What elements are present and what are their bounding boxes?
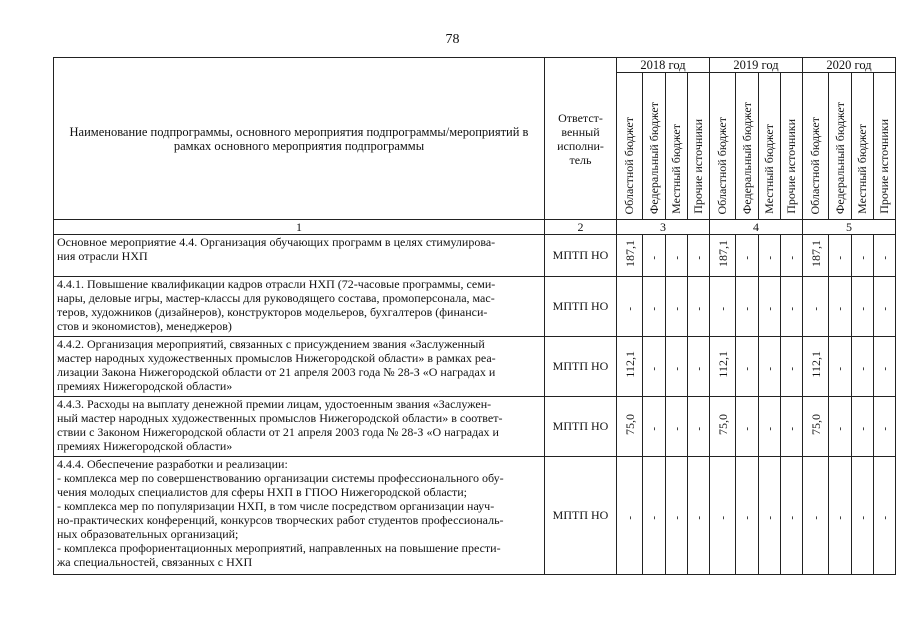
funding-value: -	[834, 255, 846, 260]
header-year-2020: 2020 год	[803, 58, 896, 73]
funding-cell	[710, 235, 736, 277]
funding-value: -	[692, 366, 705, 371]
funding-cell	[643, 397, 666, 457]
funding-cell	[803, 457, 829, 575]
page-number: 78	[445, 32, 460, 47]
col-number: 2	[545, 220, 617, 235]
funding-value: 187,1	[808, 239, 823, 267]
funding-value: -	[623, 306, 636, 311]
funding-cell	[617, 457, 643, 575]
funding-cell	[829, 397, 852, 457]
funding-value: -	[809, 306, 822, 311]
funding-cell	[617, 397, 643, 457]
funding-cell	[874, 397, 896, 457]
funding-value: -	[716, 306, 729, 311]
header-year-2018: 2018 год	[617, 58, 710, 73]
header-source-column	[759, 73, 781, 220]
funding-value: -	[648, 426, 660, 431]
funding-value: -	[856, 366, 869, 371]
table-row	[54, 457, 896, 575]
header-source-label: Прочие источники	[691, 119, 705, 214]
funding-cell	[874, 277, 896, 337]
funding-cell	[829, 337, 852, 397]
funding-value: -	[834, 426, 846, 431]
row-description-line: чения молодых специалистов для сферы НХП в ГПОО Нижегородской области;	[57, 485, 468, 499]
funding-cell	[666, 337, 688, 397]
header-source-column	[874, 73, 896, 220]
funding-cell	[643, 337, 666, 397]
funding-cell	[688, 337, 710, 397]
header-source-label: Федеральный бюджет	[646, 101, 661, 214]
funding-cell	[736, 235, 759, 277]
funding-cell	[781, 457, 803, 575]
funding-value: -	[648, 306, 660, 311]
funding-value: -	[834, 366, 846, 371]
funding-cell	[643, 277, 666, 337]
funding-value: -	[670, 306, 683, 311]
header-source-label: Областной бюджет	[715, 116, 729, 214]
funding-cell	[852, 337, 874, 397]
funding-cell	[643, 457, 666, 575]
funding-cell	[688, 235, 710, 277]
row-responsible: МПТП НО	[545, 235, 617, 277]
funding-cell	[781, 397, 803, 457]
funding-cell	[781, 235, 803, 277]
row-description	[54, 235, 545, 277]
row-description-line: ствии с Законом Нижегородской области от 21 апреля 2003 года № 28-З «О наградах и	[57, 425, 499, 439]
funding-cell	[803, 337, 829, 397]
funding-cell	[666, 457, 688, 575]
funding-value: -	[785, 255, 798, 260]
funding-value: -	[692, 426, 705, 431]
funding-value: 75,0	[808, 413, 823, 435]
funding-value: -	[834, 306, 846, 311]
funding-value: -	[785, 306, 798, 311]
funding-value: -	[878, 426, 891, 431]
funding-value: -	[785, 515, 798, 520]
funding-cell	[710, 277, 736, 337]
funding-value: 112,1	[808, 350, 823, 378]
funding-value: -	[878, 366, 891, 371]
row-description-line: жа специальностей, связанных с НХП	[57, 555, 253, 569]
row-description-line: - комплекса профориентационных мероприятий, направленных на повышение прести-	[57, 541, 501, 555]
funding-cell	[736, 457, 759, 575]
funding-cell	[803, 277, 829, 337]
funding-cell	[617, 277, 643, 337]
funding-value: -	[763, 366, 776, 371]
col-number: 5	[803, 220, 896, 235]
row-description	[54, 277, 545, 337]
funding-value: -	[741, 426, 753, 431]
funding-value: -	[648, 255, 660, 260]
row-description-line: мастер народных художественных промыслов Нижегородской области» в рамках реа-	[57, 351, 496, 365]
funding-cell	[710, 457, 736, 575]
row-description-line: ния отрасли НХП	[57, 249, 148, 263]
row-description-line: 4.4.1. Повышение квалификации кадров отрасли НХП (72-часовые программы, семи-	[57, 277, 496, 291]
funding-value: 112,1	[715, 350, 730, 378]
row-description-line: - комплекса мер по совершенствованию организации системы профессионального обу-	[57, 471, 504, 485]
header-source-label: Федеральный бюджет	[739, 101, 754, 214]
funding-cell	[759, 337, 781, 397]
row-description	[54, 397, 545, 457]
header-source-label: Местный бюджет	[855, 124, 869, 214]
header-source-column	[688, 73, 710, 220]
funding-cell	[874, 457, 896, 575]
funding-value: -	[856, 515, 869, 520]
header-source-label: Областной бюджет	[808, 116, 822, 214]
header-source-label: Прочие источники	[784, 119, 798, 214]
row-description-line: 4.4.2. Организация мероприятий, связанных с присуждением звания «Заслуженный	[57, 337, 485, 351]
funding-value: 75,0	[715, 413, 730, 435]
funding-value: -	[809, 515, 822, 520]
funding-cell	[688, 277, 710, 337]
funding-cell	[666, 277, 688, 337]
funding-value: -	[741, 306, 753, 311]
funding-value: -	[648, 515, 660, 520]
funding-value: -	[878, 515, 891, 520]
funding-value: -	[670, 255, 683, 260]
header-source-label: Прочие источники	[877, 119, 891, 214]
row-responsible: МПТП НО	[545, 457, 617, 575]
header-responsible-line: исполни-	[557, 138, 604, 153]
funding-cell	[852, 397, 874, 457]
table-row	[54, 235, 896, 277]
funding-cell	[736, 277, 759, 337]
funding-value: -	[763, 306, 776, 311]
funding-value: -	[670, 426, 683, 431]
funding-cell	[617, 235, 643, 277]
row-description-line: Основное мероприятие 4.4. Организация обучающих программ в целях стимулирова-	[57, 235, 496, 249]
funding-value: 112,1	[622, 350, 637, 378]
funding-cell	[852, 277, 874, 337]
funding-cell	[688, 397, 710, 457]
table-row	[54, 277, 896, 337]
row-description-line: - комплекса мер по популяризации НХП, в том числе посредством организации науч-	[57, 499, 495, 513]
header-source-label: Федеральный бюджет	[832, 101, 847, 214]
funding-value: -	[878, 255, 891, 260]
header-source-column	[666, 73, 688, 220]
header-responsible-column	[545, 58, 617, 220]
funding-value: -	[763, 255, 776, 260]
header-source-label: Областной бюджет	[622, 116, 636, 214]
funding-value: -	[763, 426, 776, 431]
funding-value: -	[741, 366, 753, 371]
row-description-line: 4.4.3. Расходы на выплату денежной премии лицам, удостоенным звания «Заслужен-	[57, 397, 492, 411]
funding-cell	[852, 457, 874, 575]
funding-value: -	[648, 366, 660, 371]
col-number: 1	[54, 220, 545, 235]
funding-value: -	[785, 426, 798, 431]
row-description-line: лизации Закона Нижегородской области от 21 апреля 2003 года № 28-З «О наградах и	[57, 365, 496, 379]
header-responsible-line: Ответст-	[558, 110, 603, 125]
row-description-line: ный мастер народных художественных промыслов Нижегородской области» в соответ-	[57, 411, 503, 425]
funding-cell	[874, 337, 896, 397]
funding-cell	[829, 235, 852, 277]
funding-value: -	[856, 306, 869, 311]
funding-cell	[736, 337, 759, 397]
row-description-line: теров, художников (дизайнеров), конструкторов модельеров, бухгалтеров (финанси-	[57, 305, 488, 319]
row-responsible: МПТП НО	[545, 397, 617, 457]
funding-value: -	[670, 366, 683, 371]
funding-value: -	[856, 255, 869, 260]
table-row	[54, 337, 896, 397]
funding-cell	[829, 457, 852, 575]
header-source-column	[736, 73, 759, 220]
funding-value: 187,1	[715, 239, 730, 267]
funding-cell	[736, 397, 759, 457]
funding-cell	[643, 235, 666, 277]
table-row	[54, 397, 896, 457]
funding-cell	[710, 397, 736, 457]
funding-value: -	[856, 426, 869, 431]
funding-value: -	[741, 515, 753, 520]
row-description-line: стов и экономистов), менеджеров)	[57, 319, 232, 333]
row-description	[54, 337, 545, 397]
funding-cell	[710, 337, 736, 397]
header-source-label: Местный бюджет	[762, 124, 776, 214]
program-table	[53, 57, 896, 575]
funding-cell	[688, 457, 710, 575]
header-source-column	[829, 73, 852, 220]
row-description	[54, 457, 545, 575]
funding-value: -	[716, 515, 729, 520]
funding-value: -	[763, 515, 776, 520]
funding-value: -	[785, 366, 798, 371]
funding-value: 75,0	[622, 413, 637, 435]
row-description-line: премиях Нижегородской области»	[57, 439, 233, 453]
row-responsible: МПТП НО	[545, 277, 617, 337]
funding-value: -	[692, 306, 705, 311]
funding-cell	[852, 235, 874, 277]
col-number: 4	[710, 220, 803, 235]
funding-value: -	[878, 306, 891, 311]
funding-value: -	[692, 515, 705, 520]
funding-value: -	[834, 515, 846, 520]
header-source-column	[617, 73, 643, 220]
row-description-line: но-практических конференций, конкурсов творческих работ студентов профессиональ-	[57, 513, 504, 527]
funding-cell	[781, 277, 803, 337]
row-responsible: МПТП НО	[545, 337, 617, 397]
funding-value: -	[670, 515, 683, 520]
funding-cell	[759, 235, 781, 277]
row-description-line: нары, деловые игры, мастер-классы для руководящего состава, промоперсонала, мас-	[57, 291, 495, 305]
funding-cell	[803, 397, 829, 457]
funding-cell	[759, 457, 781, 575]
funding-cell	[803, 235, 829, 277]
funding-value: -	[741, 255, 753, 260]
header-source-label: Местный бюджет	[669, 124, 683, 214]
header-responsible-line: тель	[569, 152, 592, 167]
funding-cell	[666, 235, 688, 277]
header-source-column	[803, 73, 829, 220]
funding-cell	[759, 277, 781, 337]
header-responsible-line: венный	[561, 124, 600, 139]
funding-value: -	[623, 515, 636, 520]
funding-value: -	[692, 255, 705, 260]
row-description-line: премиях Нижегородской области»	[57, 379, 233, 393]
col-number: 3	[617, 220, 710, 235]
funding-cell	[781, 337, 803, 397]
header-source-column	[710, 73, 736, 220]
funding-cell	[759, 397, 781, 457]
row-description-line: ных образовательных организаций;	[57, 527, 239, 541]
header-source-column	[852, 73, 874, 220]
row-description-line: 4.4.4. Обеспечение разработки и реализации:	[57, 457, 288, 471]
funding-cell	[829, 277, 852, 337]
header-name-column: Наименование подпрограммы, основного мероприятия подпрограммы/мероприятий в рамках основного мероприятия подпрограммы	[54, 58, 545, 220]
header-year-2019: 2019 год	[710, 58, 803, 73]
funding-cell	[666, 397, 688, 457]
funding-value: 187,1	[622, 239, 637, 267]
header-source-column	[643, 73, 666, 220]
header-source-column	[781, 73, 803, 220]
funding-cell	[617, 337, 643, 397]
funding-cell	[874, 235, 896, 277]
